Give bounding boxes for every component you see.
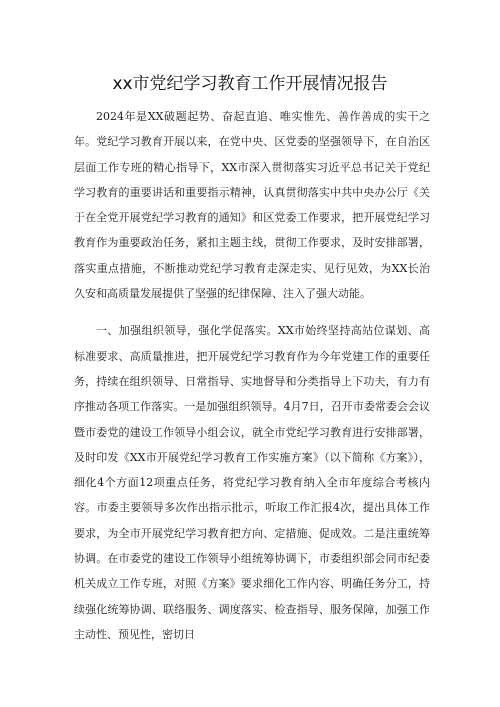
document-body	[74, 104, 430, 647]
paragraph-intro: 2024年是XX破题起势、奋起直追、唯实惟先、善作善成的实干之年。党纪学习教育开展以来，在党中央、区党委的坚强领导下，在自治区层面工作专班的精心指导下，XX市深入贯彻落实习近平总书记关于党纪学习教育的重要讲话和重要指示精神，认真贯彻落实中共中央办公厅《关于在全党开展党纪学习教育的通知》和区党委工作要求，把开展党纪学习教育作为重要政治任务，紧扣主题主线，贯彻工作要求，及时安排部署，落实重点措施，不断推动党纪学习教育走深走实、见行见效，为XX长治久安和高质量发展提供了坚强的纪律保障、注入了强大动能。	[74, 110, 430, 301]
document-title: xx市党纪学习教育工作开展情况报告	[112, 74, 388, 94]
paragraph-section-one: 一、加强组织领导，强化学促落实。XX市始终坚持高站位谋划、高标准要求、高质量推进，把开展党纪学习教育作为今年党建工作的重要任务，持续在组织领导、日常指导、实地督导和分类指导上下功夫，有力有序推动各项工作落实。一是加强组织领导。4月7日，召开市委常委会会议暨市委党的建设工作领导小组会议，就全市党纪学习教育进行安排部署，及时印发《XX市开展党纪学习教育工作实施方案》（以下简称《方案》），细化4个方面12项重点任务，将党纪学习教育纳入全市年度综合考核内容。市委主要领导多次作出指示批示，听取工作汇报4次，提出具体工作要求，为全市开展党纪学习教育把方向、定措施、促成效。二是注重统筹协调。在市委党的建设工作领导小组统筹协调下，市委组织部会同市纪委机关成立工作专班，对照《方案》要求细化工作内容、明确任务分工，持续强化统筹协调、联络服务、调度落实、检查指导、服务保障，加强工作主动性、预见性，密切日	[74, 324, 430, 641]
